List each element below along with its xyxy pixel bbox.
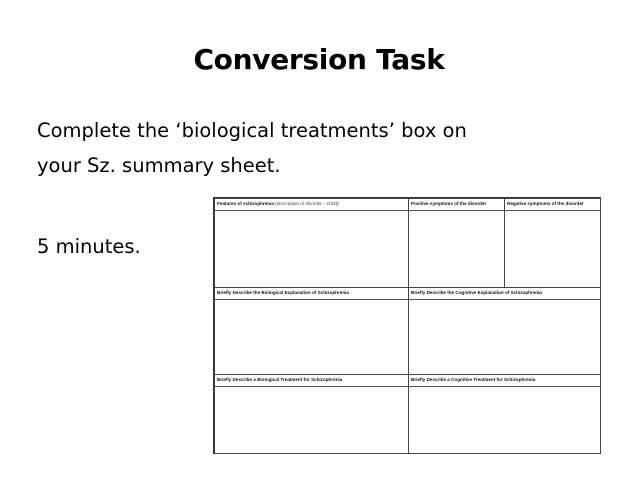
features-header xyxy=(215,199,408,211)
slide-title: Conversion Task xyxy=(193,43,445,76)
positive-symptoms-header: Positive symptoms of the disorder xyxy=(409,199,504,211)
negative-symptoms-box xyxy=(504,198,601,288)
features-note: (description of disorder – DSM) xyxy=(275,201,339,206)
negative-symptoms-header: Negative symptoms of the disorder xyxy=(505,199,600,211)
features-label: Features of schizophrenia xyxy=(217,201,274,206)
cognitive-explanation-box xyxy=(408,287,601,375)
positive-symptoms-box xyxy=(408,198,505,288)
biological-explanation-box xyxy=(214,287,409,375)
biological-treatment-header: Briefly Describe a Biological Treatment for Schizophrenia xyxy=(215,375,408,387)
cognitive-treatment-header: Briefly Describe a Cognitive Treatment for Schizophrenia xyxy=(409,375,600,387)
biological-treatment-box xyxy=(214,374,409,454)
features-box xyxy=(214,198,409,288)
instruction-line-2: your Sz. summary sheet. xyxy=(37,154,281,177)
time-limit-text: 5 minutes. xyxy=(37,235,141,258)
cognitive-treatment-box xyxy=(408,374,601,454)
instruction-line-1: Complete the ‘biological treatments’ box on xyxy=(37,119,467,142)
summary-sheet-image xyxy=(213,197,601,454)
biological-explanation-header: Briefly Describe the Biological Explanation of Schizophrenia xyxy=(215,288,408,300)
cognitive-explanation-header: Briefly Describe the Cognitive Explanation of Schizophrenia xyxy=(409,288,600,300)
